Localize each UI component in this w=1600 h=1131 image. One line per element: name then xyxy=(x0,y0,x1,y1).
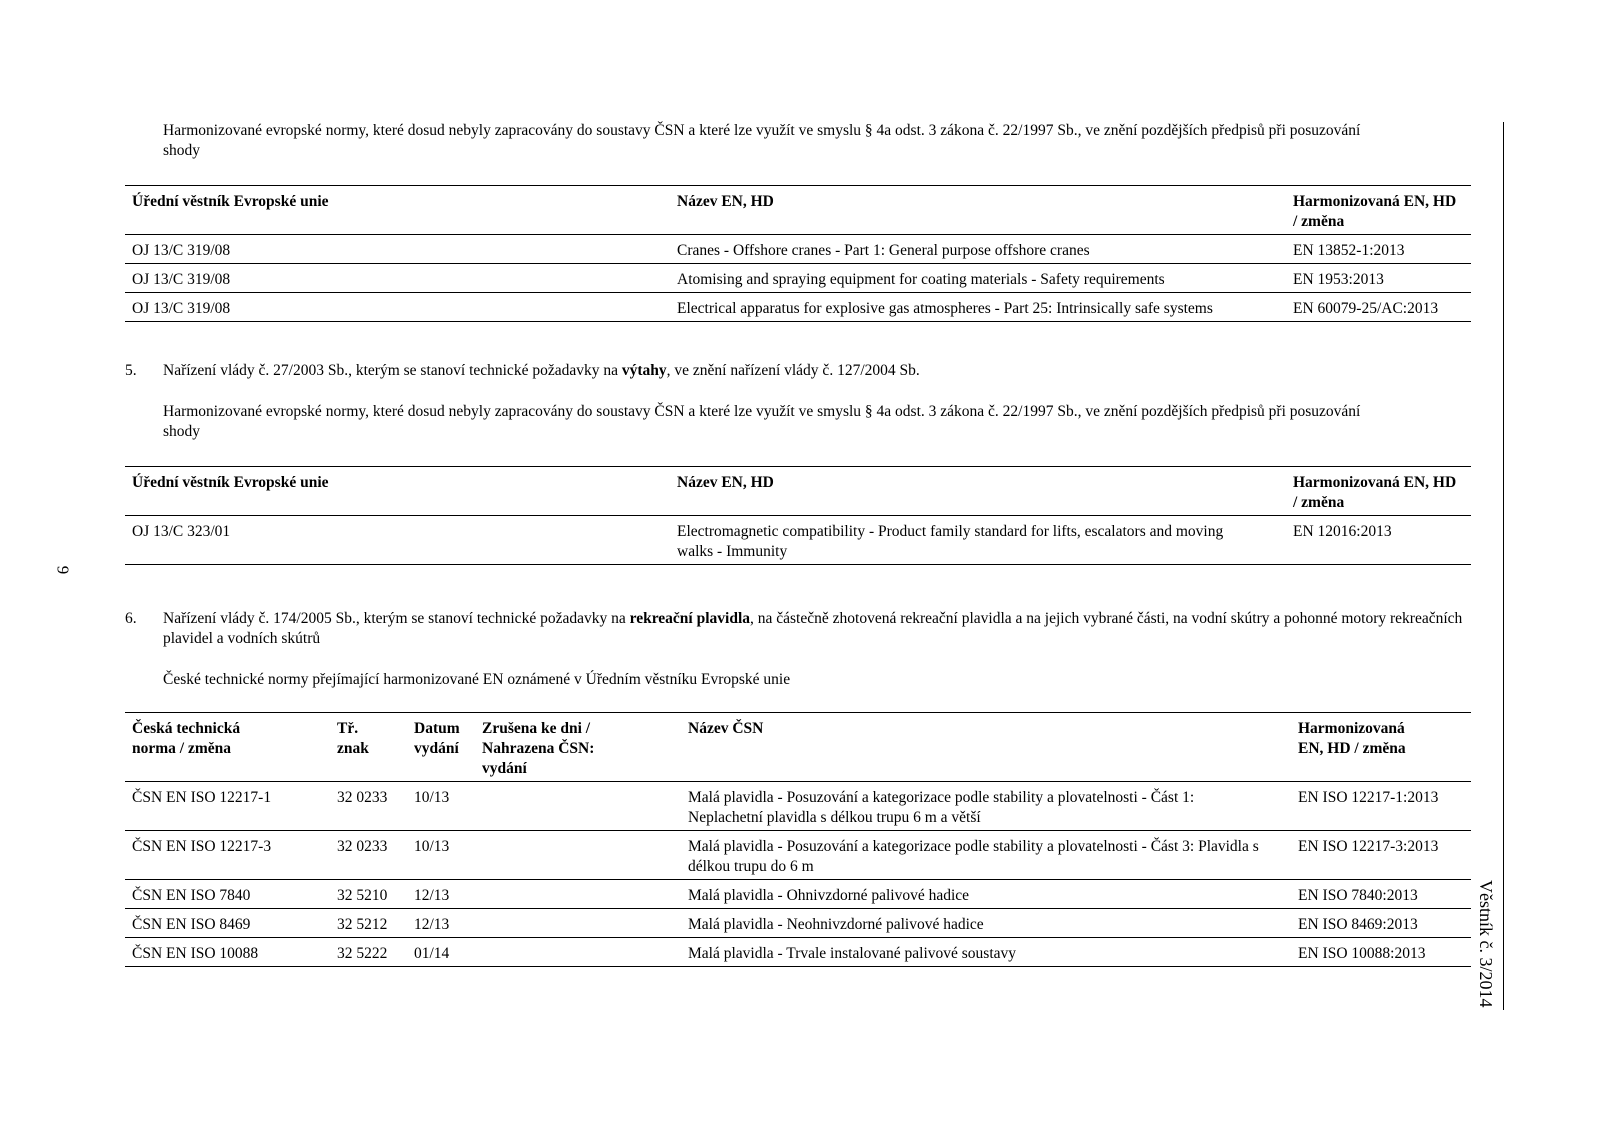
table-cell: EN 1953:2013 xyxy=(1286,264,1471,293)
heading-emphasis: rekreační plavidla xyxy=(629,610,751,627)
table-cell: OJ 13/C 319/08 xyxy=(125,264,670,293)
table-cell: Malá plavidla - Neohnivzdorné palivové hadice xyxy=(681,909,1291,938)
column-header: Tř. znak xyxy=(330,713,407,782)
table-cell xyxy=(475,880,681,909)
table-cell: EN 60079-25/AC:2013 xyxy=(1286,293,1471,322)
heading-emphasis: výtahy xyxy=(621,362,667,379)
table-cell: Atomising and spraying equipment for coating materials - Safety requirements xyxy=(670,264,1286,293)
column-header: Zrušena ke dni / Nahrazena ČSN: vydání xyxy=(475,713,681,782)
section-intro-text: České technické normy přejímající harmonizované EN oznámené v Úředním věstníku Evropské unie xyxy=(163,671,791,688)
table-cell: Cranes - Offshore cranes - Part 1: General purpose offshore cranes xyxy=(670,235,1286,264)
table-row xyxy=(125,782,1471,831)
table-cell: Malá plavidla - Posuzování a kategorizace podle stability a plovatelnosti - Část 3: Plavidla s délkou trupu do 6 m xyxy=(681,831,1291,880)
column-header: Název EN, HD xyxy=(670,467,1286,516)
table-cell: 32 5222 xyxy=(330,938,407,967)
table-cell: EN ISO 8469:2013 xyxy=(1291,909,1471,938)
column-header: Česká technická norma / změna xyxy=(125,713,330,782)
table-cell: EN ISO 12217-3:2013 xyxy=(1291,831,1471,880)
table-cell: Malá plavidla - Ohnivzdorné palivové hadice xyxy=(681,880,1291,909)
margin-rule xyxy=(1503,122,1504,1010)
table-cell: 32 0233 xyxy=(330,782,407,831)
table-header-row xyxy=(125,467,1471,516)
table-row xyxy=(125,293,1471,322)
table-cell xyxy=(475,831,681,880)
table-row xyxy=(125,235,1471,264)
section-intro-text: Harmonizované evropské normy, které dosud nebyly zapracovány do soustavy ČSN a které lze využít ve smyslu § 4a odst. 3 zákona č. 22/1997 Sb., ve znění pozdějších předpisů při posuzování shody xyxy=(163,122,1361,159)
page-number: 9 xyxy=(53,565,73,575)
column-header: Harmonizovaná EN, HD / změna xyxy=(1286,186,1471,235)
table-cell: EN ISO 12217-1:2013 xyxy=(1291,782,1471,831)
table-cell: 32 5212 xyxy=(330,909,407,938)
column-header: Datum vydání xyxy=(407,713,475,782)
table-cell: Malá plavidla - Posuzování a kategorizace podle stability a plovatelnosti - Část 1: Neplachetní plavidla s délkou trupu 6 m a větší xyxy=(681,782,1291,831)
column-header: Úřední věstník Evropské unie xyxy=(125,186,670,235)
harmonized-standards-table xyxy=(125,185,1471,322)
table-cell xyxy=(475,938,681,967)
table-cell: 32 5210 xyxy=(330,880,407,909)
harmonized-standards-table xyxy=(125,466,1471,565)
table-cell xyxy=(475,782,681,831)
table-header-row xyxy=(125,713,1471,782)
heading-text: , na částečně zhotovená rekreační plavidla a na jejich vybrané části, na vodní skútry a pohonné motory rekreačních plavidel a vodních skútrů xyxy=(163,610,1463,647)
column-header: Název EN, HD xyxy=(670,186,1286,235)
table-cell: 32 0233 xyxy=(330,831,407,880)
table-cell: 10/13 xyxy=(407,831,475,880)
table-cell: Malá plavidla - Trvale instalované palivové soustavy xyxy=(681,938,1291,967)
table-cell: ČSN EN ISO 12217-1 xyxy=(125,782,330,831)
table-cell: EN ISO 10088:2013 xyxy=(1291,938,1471,967)
table-cell: EN 13852-1:2013 xyxy=(1286,235,1471,264)
czech-standards-table xyxy=(125,712,1471,967)
column-header: Název ČSN xyxy=(681,713,1291,782)
heading-text: , ve znění nařízení vlády č. 127/2004 Sb. xyxy=(666,362,920,379)
section-heading xyxy=(163,609,1475,649)
section-intro-text: Harmonizované evropské normy, které dosud nebyly zapracovány do soustavy ČSN a které lze využít ve smyslu § 4a odst. 3 zákona č. 22/1997 Sb., ve znění pozdějších předpisů při posuzování shody xyxy=(163,403,1361,440)
table-cell: ČSN EN ISO 12217-3 xyxy=(125,831,330,880)
table-cell: 10/13 xyxy=(407,782,475,831)
table-cell xyxy=(475,909,681,938)
table-header-row xyxy=(125,186,1471,235)
journal-issue-label: Věstník č. 3/2014 xyxy=(1476,880,1496,1008)
heading-text: Nařízení vlády č. 174/2005 Sb., kterým se stanoví technické požadavky na xyxy=(163,610,630,627)
section-heading xyxy=(163,361,1393,381)
table-row xyxy=(125,938,1471,967)
table-cell: Electromagnetic compatibility - Product family standard for lifts, escalators and moving walks - Immunity xyxy=(670,516,1286,565)
table-cell: ČSN EN ISO 8469 xyxy=(125,909,330,938)
table-cell: OJ 13/C 319/08 xyxy=(125,235,670,264)
table-cell: ČSN EN ISO 7840 xyxy=(125,880,330,909)
table-cell: EN 12016:2013 xyxy=(1286,516,1471,565)
table-row xyxy=(125,909,1471,938)
column-header: Úřední věstník Evropské unie xyxy=(125,467,670,516)
table-cell: 12/13 xyxy=(407,880,475,909)
table-cell: Electrical apparatus for explosive gas atmospheres - Part 25: Intrinsically safe systems xyxy=(670,293,1286,322)
heading-text: Nařízení vlády č. 27/2003 Sb., kterým se stanoví technické požadavky na xyxy=(163,362,622,379)
table-cell: ČSN EN ISO 10088 xyxy=(125,938,330,967)
section-number: 6. xyxy=(125,610,137,627)
column-header: Harmonizovaná EN, HD / změna xyxy=(1286,467,1471,516)
table-row xyxy=(125,831,1471,880)
column-header: Harmonizovaná EN, HD / změna xyxy=(1291,713,1471,782)
table-cell: EN ISO 7840:2013 xyxy=(1291,880,1471,909)
table-row xyxy=(125,516,1471,565)
table-row xyxy=(125,880,1471,909)
table-cell: 01/14 xyxy=(407,938,475,967)
table-row xyxy=(125,264,1471,293)
table-cell: OJ 13/C 319/08 xyxy=(125,293,670,322)
table-cell: OJ 13/C 323/01 xyxy=(125,516,670,565)
table-cell: 12/13 xyxy=(407,909,475,938)
section-number: 5. xyxy=(125,362,137,379)
